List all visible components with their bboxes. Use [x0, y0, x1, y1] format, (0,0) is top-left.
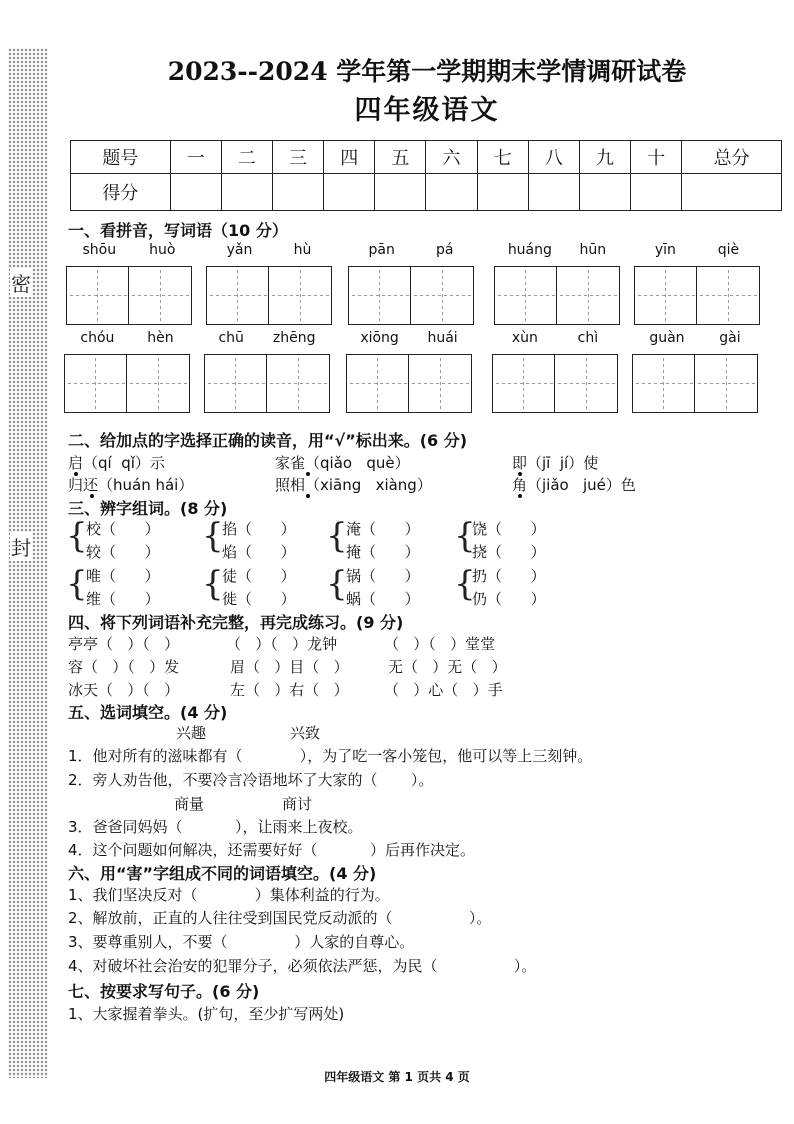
score-table: [70, 140, 782, 211]
idiom-item: （ ）（ ）堂堂: [384, 635, 496, 653]
pinyin-syllable: chū: [218, 330, 244, 346]
binding-char-seal: 密: [10, 268, 32, 297]
pinyin-group: [64, 330, 190, 413]
emphasis-dot: [518, 472, 522, 476]
pinyin-syllable: huò: [149, 242, 176, 258]
idiom-item: （ ）心（ ）手: [384, 681, 503, 699]
word-group-item: 蜗（ ）: [346, 590, 420, 608]
idiom-item: 容（ ）（ ）发: [68, 658, 180, 676]
word-choice: 商讨: [282, 795, 313, 813]
word-group-item: 较（ ）: [86, 543, 160, 561]
section-7-heading: 七、按要求写句子。(6 分): [68, 982, 260, 1001]
emphasis-dot: [518, 494, 522, 498]
word-choice: 兴趣: [176, 724, 207, 742]
section-1-heading: 一、看拼音，写词语（10 分）: [68, 221, 288, 240]
pinyin-group: [66, 242, 192, 325]
word-group-item: 挠（ ）: [472, 543, 546, 561]
score-header-cell: 九: [579, 141, 630, 174]
pinyin-syllable: gài: [719, 330, 741, 346]
tianzige-box[interactable]: [634, 266, 697, 325]
pinyin-syllable: yǎn: [226, 242, 253, 258]
tianzige-box[interactable]: [557, 266, 620, 325]
pronunciation-item: 照相（xiāng xiàng）: [275, 476, 432, 494]
idiom-item: 无（ ）无（ ）: [388, 658, 507, 676]
score-row-label: 得分: [71, 174, 171, 211]
section-6-heading: 六、用“害”字组成不同的词语填空。(4 分): [68, 864, 377, 883]
tianzige-box[interactable]: [695, 354, 758, 413]
pronunciation-item: 启（qí qǐ）示: [68, 454, 165, 472]
word-choice: 商量: [174, 795, 205, 813]
fill-question: 1．他对所有的滋味都有（ ），为了吃一客小笼包，他可以等上三刻钟。: [68, 747, 593, 765]
score-header-cell: 四: [324, 141, 375, 174]
emphasis-dot: [74, 472, 78, 476]
score-header-cell: 一: [170, 141, 221, 174]
score-header-cell: 八: [528, 141, 579, 174]
tianzige-box[interactable]: [127, 354, 190, 413]
page-footer: 四年级语文 第 1 页共 4 页: [324, 1070, 470, 1084]
tianzige-box[interactable]: [555, 354, 618, 413]
score-header-cell: 七: [477, 141, 528, 174]
idiom-item: （ ）（ ）龙钟: [226, 635, 338, 653]
tianzige-box[interactable]: [66, 266, 129, 325]
tianzige-box[interactable]: [267, 354, 330, 413]
pinyin-group: [348, 242, 474, 325]
score-header-cell: 五: [375, 141, 426, 174]
pinyin-syllable: pān: [368, 242, 395, 258]
score-header-cell: 总分: [682, 141, 782, 174]
tianzige-box[interactable]: [64, 354, 127, 413]
score-input-cell[interactable]: [375, 174, 426, 211]
pinyin-group: [206, 242, 332, 325]
word-group-item: 掩（ ）: [346, 543, 420, 561]
tianzige-box[interactable]: [129, 266, 192, 325]
pinyin-syllable: xùn: [511, 330, 538, 346]
pinyin-group: [204, 330, 330, 413]
word-group-item: 扔（ ）: [472, 567, 546, 585]
pinyin-syllable: hūn: [579, 242, 607, 258]
pinyin-syllable: xiōng: [360, 330, 399, 346]
word-group-item: 焰（ ）: [222, 543, 296, 561]
word-group-item: 徙（ ）: [222, 590, 296, 608]
score-input-cell[interactable]: [272, 174, 323, 211]
exam-subtitle: 四年级语文: [354, 95, 500, 126]
word-group-item: 淹（ ）: [346, 520, 420, 538]
exam-title: 2023--2024 学年第一学期期末学情调研试卷: [167, 57, 687, 86]
pinyin-syllable: shōu: [82, 242, 117, 258]
tianzige-box[interactable]: [348, 266, 411, 325]
pinyin-syllable: huáng: [507, 242, 552, 258]
pinyin-syllable: yīn: [654, 242, 676, 258]
section-5-heading: 五、选词填空。(4 分): [68, 703, 228, 722]
idiom-item: 左（ ）右（ ）: [230, 681, 349, 699]
tianzige-box[interactable]: [206, 266, 269, 325]
score-input-cell[interactable]: [631, 174, 682, 211]
emphasis-dot: [306, 494, 310, 498]
pronunciation-item: 家雀（qiǎo què）: [275, 454, 410, 472]
fill-question: 2、解放前，正直的人往往受到国民党反动派的（ ）。: [68, 909, 492, 927]
tianzige-box[interactable]: [411, 266, 474, 325]
emphasis-dot: [306, 472, 310, 476]
pinyin-syllable: hù: [293, 242, 312, 258]
score-input-cell[interactable]: [221, 174, 272, 211]
tianzige-box[interactable]: [409, 354, 472, 413]
pronunciation-item: 角（jiǎo jué）色: [512, 476, 636, 494]
pronunciation-item: 归还（huán hái）: [68, 476, 194, 494]
pinyin-syllable: zhēng: [272, 330, 316, 346]
idiom-item: 眉（ ）目（ ）: [230, 658, 349, 676]
fill-question: 2．旁人劝告他，不要冷言冷语地坏了大家的（ ）。: [68, 771, 434, 789]
score-input-cell[interactable]: [477, 174, 528, 211]
score-input-cell[interactable]: [426, 174, 477, 211]
score-input-cell[interactable]: [528, 174, 579, 211]
word-group-item: 锅（ ）: [346, 567, 420, 585]
fill-question: 3．爸爸同妈妈（ ），让雨来上夜校。: [68, 818, 363, 836]
pinyin-group: [494, 242, 620, 325]
section-4-heading: 四、将下列词语补充完整，再完成练习。(9 分): [68, 613, 404, 632]
binding-margin: [8, 48, 48, 1078]
tianzige-box[interactable]: [697, 266, 760, 325]
fill-question: 4．这个问题如何解决，还需要好好（ ）后再作决定。: [68, 841, 475, 859]
sentence-question: 1、大家握着拳头。(扩句，至少扩写两处): [68, 1005, 345, 1023]
binding-char-seal: 封: [10, 532, 32, 561]
word-group-item: 维（ ）: [86, 590, 160, 608]
score-header-cell: 六: [426, 141, 477, 174]
score-header-cell: 题号: [71, 141, 171, 174]
tianzige-box[interactable]: [494, 266, 557, 325]
tianzige-box[interactable]: [492, 354, 555, 413]
score-input-cell[interactable]: [682, 174, 782, 211]
pronunciation-item: 即（jī jí）使: [512, 454, 599, 472]
pinyin-syllable: chóu: [80, 330, 115, 346]
word-choice: 兴致: [290, 724, 321, 742]
pinyin-group: [634, 242, 760, 325]
score-header-cell: 二: [221, 141, 272, 174]
tianzige-box[interactable]: [346, 354, 409, 413]
pinyin-group: [492, 330, 618, 413]
fill-question: 1、我们坚决反对（ ）集体利益的行为。: [68, 886, 390, 904]
pinyin-group: [346, 330, 472, 413]
score-header-cell: 十: [631, 141, 682, 174]
section-3-heading: 三、辨字组词。(8 分): [68, 499, 228, 518]
word-group-item: 徒（ ）: [222, 567, 296, 585]
fill-question: 3、要尊重别人，不要（ ）人家的自尊心。: [68, 933, 415, 951]
score-input-cell[interactable]: [579, 174, 630, 211]
tianzige-box[interactable]: [269, 266, 332, 325]
pinyin-syllable: hèn: [147, 330, 174, 346]
word-group-item: 仍（ ）: [472, 590, 546, 608]
pinyin-syllable: huái: [427, 330, 458, 346]
fill-question: 4、对破坏社会治安的犯罪分子，必须依法严惩，为民（ ）。: [68, 957, 537, 975]
tianzige-box[interactable]: [204, 354, 267, 413]
word-group-item: 唯（ ）: [86, 567, 160, 585]
pinyin-syllable: pá: [435, 242, 454, 258]
section-2-heading: 二、给加点的字选择正确的读音，用“√”标出来。(6 分): [68, 431, 468, 450]
word-group-item: 饶（ ）: [472, 520, 546, 538]
pinyin-syllable: guàn: [649, 330, 685, 346]
idiom-item: 冰天（ ）（ ）: [68, 681, 180, 699]
pinyin-syllable: chì: [577, 330, 599, 346]
word-group-item: 掐（ ）: [222, 520, 296, 538]
tianzige-box[interactable]: [632, 354, 695, 413]
word-group-item: 校（ ）: [86, 520, 160, 538]
score-input-cell[interactable]: [170, 174, 221, 211]
score-header-cell: 三: [272, 141, 323, 174]
pinyin-syllable: qiè: [717, 242, 740, 258]
idiom-item: 亭亭（ ）（ ）: [68, 635, 180, 653]
score-input-cell[interactable]: [324, 174, 375, 211]
pinyin-group: [632, 330, 758, 413]
